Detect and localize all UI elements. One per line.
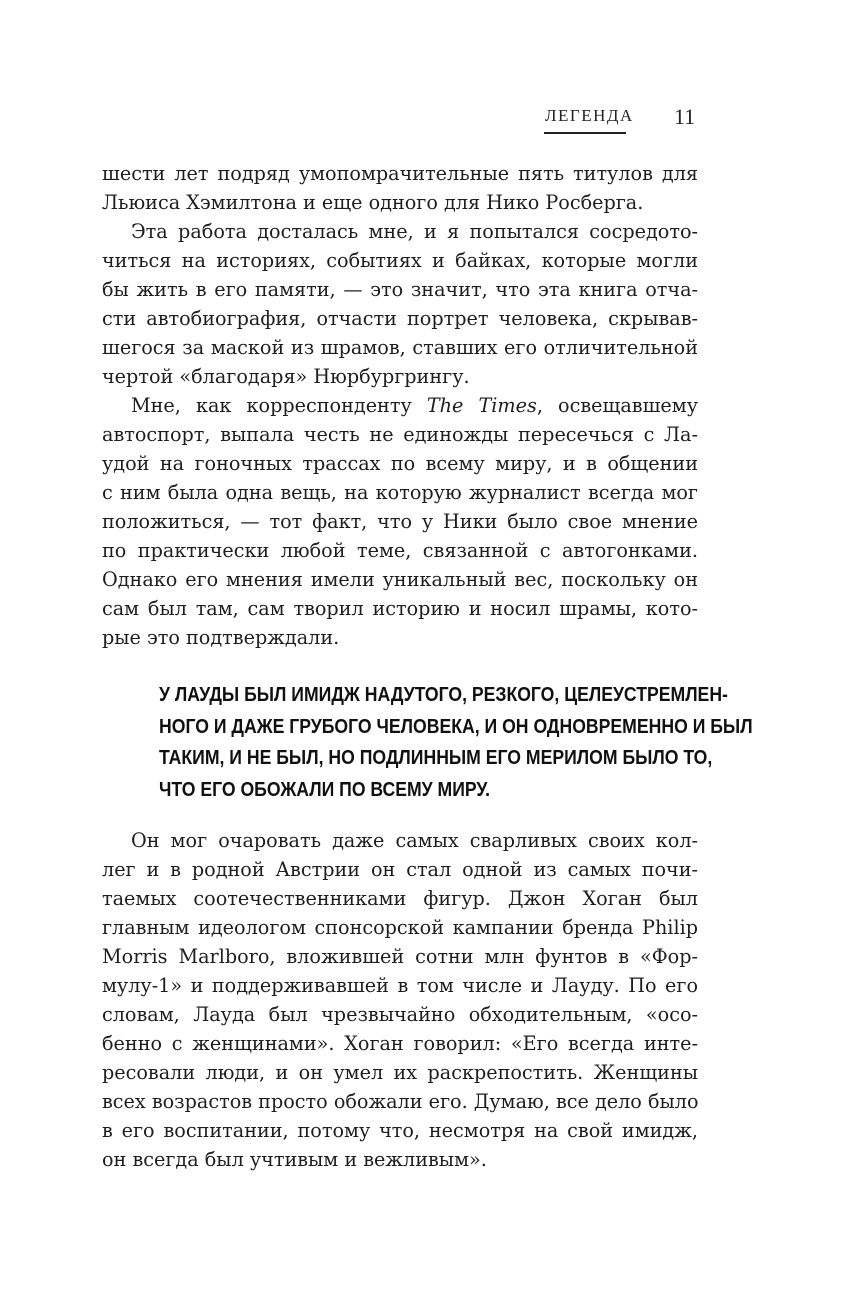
text-line: бенно с женщинами». Хоган говорил: «Его всегда инте-: [102, 1032, 698, 1055]
text-line: в его воспитании, потому что, несмотря на свой имидж,: [102, 1119, 698, 1142]
pull-quote-line: У ЛАУДЫ БЫЛ ИМИДЖ НАДУТОГО, РЕЗКОГО, ЦЕЛЕУСТРЕМЛЕН-: [159, 683, 728, 706]
text-line: таемых соотечественниками фигур. Джон Хоган был: [102, 887, 698, 910]
pull-quote-line: ТАКИМ, И НЕ БЫЛ, НО ПОДЛИННЫМ ЕГО МЕРИЛОМ БЫЛО ТО,: [159, 746, 713, 769]
pull-quote: [159, 679, 753, 805]
newspaper-title: The Times: [426, 394, 537, 417]
text-line: Эта работа досталась мне, и я попытался сосредото-: [131, 220, 698, 243]
body-text-block-2: [102, 826, 698, 1174]
text-line: шести лет подряд умопомрачительные пять титулов для: [102, 162, 698, 185]
text-line: сам был там, сам творил историю и носил шрамы, кото-: [102, 597, 698, 620]
text-line: чертой «благодаря» Нюрбургрингу.: [102, 365, 470, 388]
text-line: лег и в родной Австрии он стал одной из самых почи-: [102, 858, 698, 881]
text-line: он всегда был учтивым и вежливым».: [102, 1148, 487, 1171]
text-line: Однако его мнения имели уникальный вес, поскольку он: [102, 568, 698, 591]
text-line: Morris Marlboro, вложившей сотни млн фунтов в «Фор-: [102, 945, 698, 968]
running-head-title: ЛЕГЕНДА: [545, 106, 634, 125]
text-line: рые это подтверждали.: [102, 626, 340, 649]
running-head-underline: [544, 132, 626, 134]
times-line-after: , освещавшему: [536, 394, 698, 417]
text-line: с ним была одна вещь, на которую журналист всегда мог: [102, 481, 698, 504]
page-number: 11: [674, 104, 696, 129]
body-text-block-1: [102, 159, 698, 652]
text-line: шегося за маской из шрамов, ставших его отличительной: [102, 336, 698, 359]
times-line-before: Мне, как корреспонденту: [131, 394, 427, 417]
text-line: Льюиса Хэмилтона и еще одного для Нико Росберга.: [102, 191, 644, 214]
text-line: ресовали люди, и он умел их раскрепостить. Женщины: [102, 1061, 698, 1084]
text-line: читься на историях, событиях и байках, которые могли: [102, 249, 698, 272]
text-line: автоспорт, выпала честь не единожды пересечься с Ла-: [102, 423, 698, 446]
text-line-times: [102, 391, 698, 420]
pull-quote-line: НОГО И ДАЖЕ ГРУБОГО ЧЕЛОВЕКА, И ОН ОДНОВРЕМЕННО И БЫЛ: [159, 714, 753, 738]
text-line: бы жить в его памяти, — это значит, что эта книга отча-: [102, 278, 698, 301]
text-line: Он мог очаровать даже самых сварливых своих кол-: [131, 829, 698, 852]
text-line: главным идеологом спонсорской кампании бренда Philip: [102, 916, 698, 939]
text-line: словам, Лауда был чрезвычайно обходительным, «осо-: [102, 1003, 698, 1026]
text-line: всех возрастов просто обожали его. Думаю, все дело было: [102, 1090, 699, 1113]
pull-quote-line: ЧТО ЕГО ОБОЖАЛИ ПО ВСЕМУ МИРУ.: [159, 777, 491, 801]
text-line: мулу-1» и поддерживавшей в том числе и Лауду. По его: [102, 974, 698, 997]
text-line: удой на гоночных трассах по всему миру, и в общении: [102, 452, 698, 475]
text-line: по практически любой теме, связанной с автогонками.: [102, 539, 698, 562]
text-line: положиться, — тот факт, что у Ники было свое мнение: [102, 510, 698, 533]
text-line: сти автобиография, отчасти портрет человека, скрывав-: [102, 307, 698, 330]
